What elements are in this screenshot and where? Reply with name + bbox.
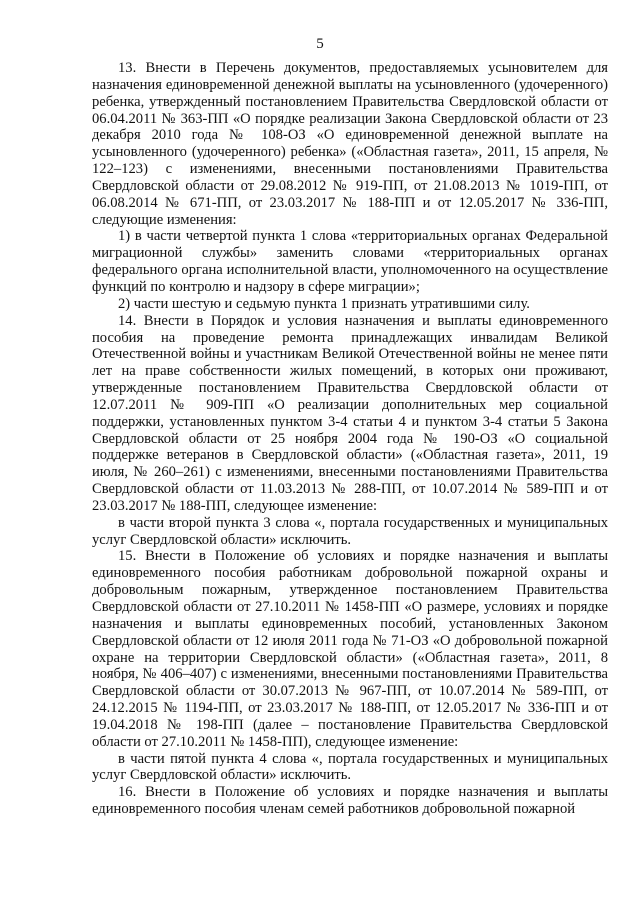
paragraph-item-13: 13. Внести в Перечень документов, предоставляемых усыновителем для назначения единовременной денежной выплаты на усыновленного (удочеренного) ребенка, утвержденный постановлением Правительства Свердловской области от 06.04.2011 № 363-ПП «О порядке реализации Закона Свердловской области от 23 декабря 2010 года № 108-ОЗ «О единовременной денежной выплате на усыновленного (удочеренного) ребенка» («Областная газета», 2011, 15 апреля, № 122–123) с изменениями, внесенными постановлениями Правительства Свердловской области от 29.08.2012 № 919-ПП, от 21.08.2013 № 1019-ПП, от 06.08.2014 № 671-ПП, от 23.03.2017 № 188-ПП и от 12.05.2017 № 336-ПП, следующие изменения: [92,60,608,228]
paragraph-item-15-change: в части пятой пункта 4 слова «, портала государственных и муниципальных услуг Свердловской области» исключить. [92,750,608,784]
paragraph-subitem-1: 1) в части четвертой пункта 1 слова «территориальных органах Федеральной миграционной службы» заменить словами «территориальных органах федерального органа исполнительной власти, уполномоченного на осуществление функций по контролю и надзору в сфере миграции»; [92,228,608,295]
page-number: 5 [316,36,324,52]
document-body [92,60,608,818]
paragraph-item-14: 14. Внести в Порядок и условия назначения и выплаты единовременного пособия на проведение ремонта принадлежащих инвалидам Великой Отечественной войны и участникам Великой Отечественной войны не менее пяти лет на праве собственности жилых помещений, в которых они проживают, утвержденные постановлением Правительства Свердловской области от 12.07.2011 № 909-ПП «О реализации дополнительных мер социальной поддержки, установленных пунктом 3-4 статьи 4 и пунктом 3-4 статьи 5 Закона Свердловской области от 25 ноября 2004 года № 190-ОЗ «О социальной поддержке ветеранов в Свердловской области» («Областная газета», 2011, 19 июля, № 260–261) с изменениями, внесенными постановлениями Правительства Свердловской области от 11.03.2013 № 288-ПП, от 10.07.2014 № 589-ПП и от 23.03.2017 № 188-ПП, следующее изменение: [92,312,608,514]
paragraph-item-14-change: в части второй пункта 3 слова «, портала государственных и муниципальных услуг Свердловской области» исключить. [92,514,608,548]
paragraph-item-16: 16. Внести в Положение об условиях и порядке назначения и выплаты единовременного пособия членам семей работников добровольной пожарной [92,784,608,818]
paragraph-item-15: 15. Внести в Положение об условиях и порядке назначения и выплаты единовременного пособия работникам добровольной пожарной охраны и добровольным пожарным, утвержденное постановлением Правительства Свердловской области от 27.10.2011 № 1458-ПП «О размере, условиях и порядке назначения и выплаты единовременных пособий, установленных Законом Свердловской области от 12 июля 2011 года № 71-ОЗ «О добровольной пожарной охране на территории Свердловской области» («Областная газета», 2011, 8 ноября, № 406–407) с изменениями, внесенными постановлениями Правительства Свердловской области от 30.07.2013 № 967-ПП, от 10.07.2014 № 589-ПП, от 24.12.2015 № 1194-ПП, от 23.03.2017 № 188-ПП, от 12.05.2017 № 336-ПП и от 19.04.2018 № 198-ПП (далее – постановление Правительства Свердловской области от 27.10.2011 № 1458-ПП), следующее изменение: [92,548,608,750]
paragraph-subitem-2: 2) части шестую и седьмую пункта 1 признать утратившими силу. [118,295,530,312]
